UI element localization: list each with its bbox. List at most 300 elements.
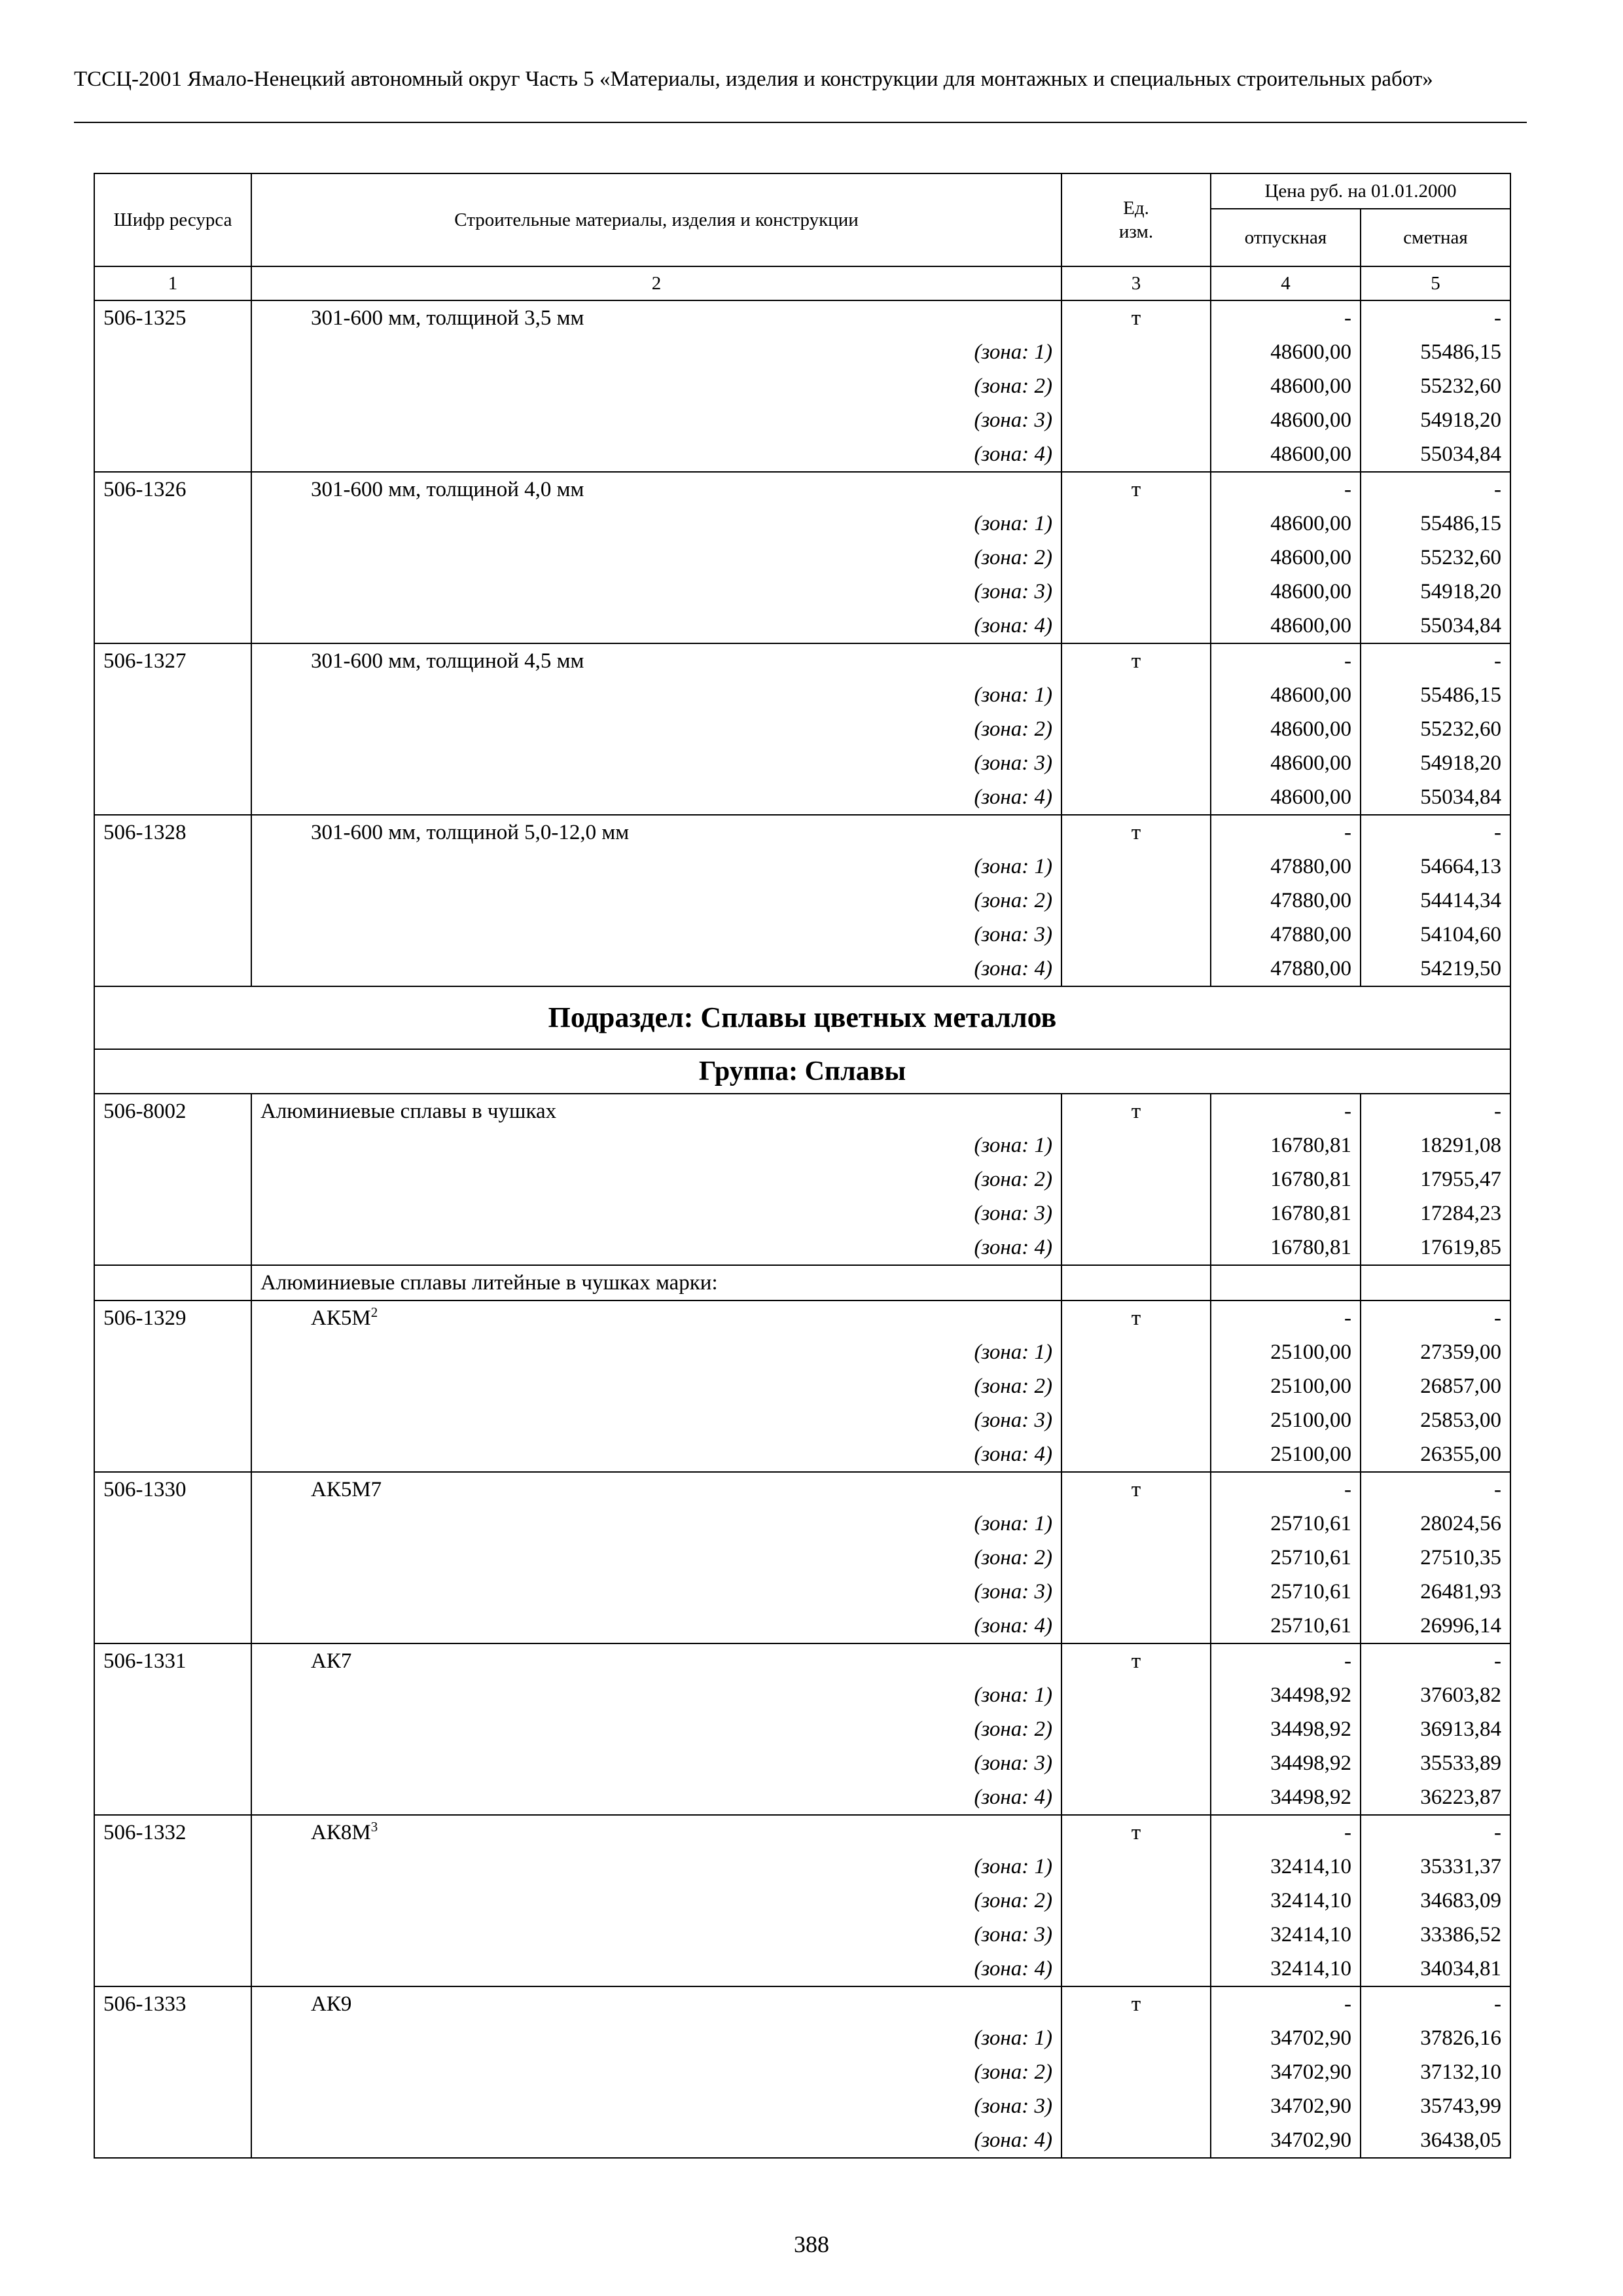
zone-estimate-price: 28024,56 xyxy=(1361,1507,1510,1541)
zone-row xyxy=(94,1403,1510,1437)
release-price: - xyxy=(1211,1643,1361,1678)
unit-empty xyxy=(1061,1678,1211,1712)
material-name-text: 301-600 мм, толщиной 4,0 мм xyxy=(311,478,584,501)
unit-of-measure: т xyxy=(1061,1643,1211,1678)
resource-code-empty xyxy=(94,1162,251,1196)
resource-code-empty xyxy=(94,1335,251,1369)
unit-empty xyxy=(1061,2123,1211,2158)
zone-estimate-price: 55486,15 xyxy=(1361,335,1510,369)
zone-label: (зона: 3) xyxy=(251,746,1061,780)
release-price: - xyxy=(1211,1986,1361,2021)
zone-row xyxy=(94,2089,1510,2123)
zone-row xyxy=(94,746,1510,780)
zone-release-price: 48600,00 xyxy=(1211,403,1361,437)
zone-release-price: 16780,81 xyxy=(1211,1230,1361,1265)
resource-code-empty xyxy=(94,335,251,369)
table-row xyxy=(94,643,1510,678)
resource-code-empty xyxy=(94,1403,251,1437)
column-header-release-price: отпускная xyxy=(1211,209,1361,266)
zone-estimate-price: 54918,20 xyxy=(1361,403,1510,437)
resource-code-empty xyxy=(94,609,251,643)
resource-code-empty xyxy=(94,1609,251,1643)
resource-code: 506-1327 xyxy=(94,643,251,678)
zone-estimate-price: 54104,60 xyxy=(1361,918,1510,952)
zone-estimate-price: 27510,35 xyxy=(1361,1541,1510,1575)
zone-estimate-price: 55232,60 xyxy=(1361,369,1510,403)
resource-code-empty xyxy=(94,1746,251,1780)
zone-release-price: 16780,81 xyxy=(1211,1162,1361,1196)
resource-code-empty xyxy=(94,437,251,472)
zone-row xyxy=(94,1746,1510,1780)
material-name xyxy=(251,643,1061,678)
zone-release-price: 34702,90 xyxy=(1211,2055,1361,2089)
unit-of-measure: т xyxy=(1061,1815,1211,1850)
unit-empty xyxy=(1061,1712,1211,1746)
zone-label: (зона: 2) xyxy=(251,712,1061,746)
material-name-text: 301-600 мм, толщиной 4,5 мм xyxy=(311,649,584,673)
zone-row xyxy=(94,507,1510,541)
zone-release-price: 34498,92 xyxy=(1211,1780,1361,1815)
resource-code-empty xyxy=(94,1850,251,1884)
estimate-price: - xyxy=(1361,815,1510,850)
unit-empty xyxy=(1061,1196,1211,1230)
zone-label: (зона: 3) xyxy=(251,918,1061,952)
material-name xyxy=(251,1300,1061,1335)
release-price: - xyxy=(1211,1094,1361,1128)
zone-estimate-price: 26857,00 xyxy=(1361,1369,1510,1403)
zone-row xyxy=(94,1884,1510,1918)
price-table xyxy=(94,173,1511,2159)
zone-row xyxy=(94,1780,1510,1815)
unit-empty xyxy=(1061,1575,1211,1609)
table-row xyxy=(94,1094,1510,1128)
zone-label: (зона: 3) xyxy=(251,1746,1061,1780)
column-header-name: Строительные материалы, изделия и конструкции xyxy=(251,173,1061,266)
material-name-text: АК7 xyxy=(311,1649,352,1673)
zone-estimate-price: 17284,23 xyxy=(1361,1196,1510,1230)
resource-code-empty xyxy=(94,1678,251,1712)
zone-label: (зона: 2) xyxy=(251,884,1061,918)
zone-estimate-price: 54219,50 xyxy=(1361,952,1510,986)
column-number-5: 5 xyxy=(1361,266,1510,300)
zone-row xyxy=(94,2123,1510,2158)
release-price: - xyxy=(1211,1472,1361,1507)
column-number-1: 1 xyxy=(94,266,251,300)
unit-empty xyxy=(1061,1369,1211,1403)
zone-release-price: 34498,92 xyxy=(1211,1712,1361,1746)
resource-code-empty xyxy=(94,1884,251,1918)
resource-code-empty xyxy=(94,575,251,609)
zone-row xyxy=(94,369,1510,403)
resource-code-empty xyxy=(94,2123,251,2158)
unit-empty xyxy=(1061,1335,1211,1369)
resource-code-empty xyxy=(94,1712,251,1746)
subsection-row xyxy=(94,986,1510,1049)
release-price: - xyxy=(1211,472,1361,507)
zone-row xyxy=(94,952,1510,986)
material-name xyxy=(251,1643,1061,1678)
unit-empty xyxy=(1061,2021,1211,2055)
zone-label: (зона: 4) xyxy=(251,1952,1061,1986)
zone-row xyxy=(94,1918,1510,1952)
zone-row xyxy=(94,575,1510,609)
zone-label: (зона: 2) xyxy=(251,541,1061,575)
resource-code-empty xyxy=(94,1541,251,1575)
unit-empty xyxy=(1061,1230,1211,1265)
zone-label: (зона: 3) xyxy=(251,1918,1061,1952)
group-row xyxy=(94,1049,1510,1094)
table-row xyxy=(94,1300,1510,1335)
column-header-estimate-price: сметная xyxy=(1361,209,1510,266)
zone-label: (зона: 4) xyxy=(251,1609,1061,1643)
unit-of-measure: т xyxy=(1061,643,1211,678)
unit-empty xyxy=(1061,1780,1211,1815)
column-header-price-group: Цена руб. на 01.01.2000 xyxy=(1211,173,1510,209)
resource-code-empty xyxy=(94,1196,251,1230)
zone-label: (зона: 3) xyxy=(251,1196,1061,1230)
zone-label: (зона: 2) xyxy=(251,2055,1061,2089)
material-name xyxy=(251,1986,1061,2021)
unit-of-measure: т xyxy=(1061,1472,1211,1507)
zone-release-price: 48600,00 xyxy=(1211,541,1361,575)
unit-empty xyxy=(1061,437,1211,472)
table-row xyxy=(94,300,1510,335)
column-number-2: 2 xyxy=(251,266,1061,300)
zone-release-price: 48600,00 xyxy=(1211,678,1361,712)
zone-row xyxy=(94,1128,1510,1162)
unit-empty xyxy=(1061,2055,1211,2089)
zone-release-price: 34498,92 xyxy=(1211,1678,1361,1712)
unit-empty xyxy=(1061,403,1211,437)
column-header-unit: Ед. изм. xyxy=(1061,173,1211,266)
zone-estimate-price: 25853,00 xyxy=(1361,1403,1510,1437)
resource-code: 506-1328 xyxy=(94,815,251,850)
unit-empty xyxy=(1061,507,1211,541)
table-row xyxy=(94,1986,1510,2021)
resource-code-empty xyxy=(94,1437,251,1472)
resource-code-empty xyxy=(94,369,251,403)
resource-code-empty xyxy=(94,1918,251,1952)
zone-estimate-price: 17955,47 xyxy=(1361,1162,1510,1196)
zone-label: (зона: 4) xyxy=(251,780,1061,815)
zone-row xyxy=(94,1162,1510,1196)
resource-code-empty xyxy=(94,952,251,986)
resource-code-empty xyxy=(94,678,251,712)
unit-empty xyxy=(1061,746,1211,780)
resource-code-empty xyxy=(94,780,251,815)
zone-release-price: 25100,00 xyxy=(1211,1369,1361,1403)
estimate-price: - xyxy=(1361,1986,1510,2021)
resource-code: 506-1326 xyxy=(94,472,251,507)
zone-estimate-price: 37826,16 xyxy=(1361,2021,1510,2055)
zone-release-price: 48600,00 xyxy=(1211,335,1361,369)
zone-release-price: 48600,00 xyxy=(1211,609,1361,643)
zone-label: (зона: 1) xyxy=(251,1678,1061,1712)
table-row xyxy=(94,1815,1510,1850)
column-header-code: Шифр ресурса xyxy=(94,173,251,266)
group-title: Группа: Сплавы xyxy=(94,1049,1510,1094)
resource-code-empty xyxy=(94,1265,251,1300)
resource-code: 506-1332 xyxy=(94,1815,251,1850)
unit-empty xyxy=(1061,541,1211,575)
material-name xyxy=(251,815,1061,850)
zone-estimate-price: 34683,09 xyxy=(1361,1884,1510,1918)
zone-row xyxy=(94,850,1510,884)
unit-of-measure: т xyxy=(1061,815,1211,850)
zone-row xyxy=(94,2055,1510,2089)
zone-estimate-price: 55034,84 xyxy=(1361,780,1510,815)
zone-row xyxy=(94,1230,1510,1265)
resource-code-empty xyxy=(94,1952,251,1986)
unit-empty xyxy=(1061,369,1211,403)
zone-estimate-price: 37132,10 xyxy=(1361,2055,1510,2089)
resource-code-empty xyxy=(94,2055,251,2089)
zone-estimate-price: 26355,00 xyxy=(1361,1437,1510,1472)
material-name-text: АК9 xyxy=(311,1992,352,2016)
resource-code: 506-8002 xyxy=(94,1094,251,1128)
zone-estimate-price: 55034,84 xyxy=(1361,609,1510,643)
zone-estimate-price: 35743,99 xyxy=(1361,2089,1510,2123)
zone-release-price: 48600,00 xyxy=(1211,369,1361,403)
zone-release-price: 48600,00 xyxy=(1211,575,1361,609)
resource-code-empty xyxy=(94,712,251,746)
resource-code: 506-1329 xyxy=(94,1300,251,1335)
zone-label: (зона: 2) xyxy=(251,1162,1061,1196)
material-name xyxy=(251,1472,1061,1507)
zone-label: (зона: 2) xyxy=(251,369,1061,403)
zone-row xyxy=(94,678,1510,712)
zone-estimate-price: 35331,37 xyxy=(1361,1850,1510,1884)
resource-code-empty xyxy=(94,2021,251,2055)
table-row xyxy=(94,1472,1510,1507)
unit-of-measure: т xyxy=(1061,1094,1211,1128)
unit-empty xyxy=(1061,918,1211,952)
unit-empty xyxy=(1061,1541,1211,1575)
zone-release-price: 32414,10 xyxy=(1211,1918,1361,1952)
zone-label: (зона: 1) xyxy=(251,2021,1061,2055)
zone-estimate-price: 55486,15 xyxy=(1361,507,1510,541)
resource-code-empty xyxy=(94,1128,251,1162)
estimate-price: - xyxy=(1361,1300,1510,1335)
unit-empty xyxy=(1061,335,1211,369)
unit-empty xyxy=(1061,575,1211,609)
zone-row xyxy=(94,884,1510,918)
zone-row xyxy=(94,1952,1510,1986)
zone-release-price: 25100,00 xyxy=(1211,1403,1361,1437)
zone-release-price: 34702,90 xyxy=(1211,2021,1361,2055)
material-name-text: Алюминиевые сплавы в чушках xyxy=(260,1100,557,1123)
material-name-text: 301-600 мм, толщиной 3,5 мм xyxy=(311,306,584,330)
zone-release-price: 16780,81 xyxy=(1211,1196,1361,1230)
zone-label: (зона: 2) xyxy=(251,1884,1061,1918)
unit-empty xyxy=(1061,1609,1211,1643)
zone-estimate-price: 36223,87 xyxy=(1361,1780,1510,1815)
zone-row xyxy=(94,1196,1510,1230)
zone-estimate-price: 17619,85 xyxy=(1361,1230,1510,1265)
zone-label: (зона: 1) xyxy=(251,1128,1061,1162)
category-heading: Алюминиевые сплавы литейные в чушках марки: xyxy=(251,1265,1061,1300)
zone-row xyxy=(94,712,1510,746)
unit-empty xyxy=(1061,712,1211,746)
estimate-price: - xyxy=(1361,1472,1510,1507)
resource-code-empty xyxy=(94,884,251,918)
footnote-marker: 3 xyxy=(370,1819,378,1835)
resource-code-empty xyxy=(94,746,251,780)
zone-release-price: 25710,61 xyxy=(1211,1575,1361,1609)
zone-row xyxy=(94,1850,1510,1884)
column-number-3: 3 xyxy=(1061,266,1211,300)
release-price: - xyxy=(1211,300,1361,335)
table-row xyxy=(94,815,1510,850)
zone-estimate-price: 33386,52 xyxy=(1361,1918,1510,1952)
material-name xyxy=(251,300,1061,335)
table-row xyxy=(94,472,1510,507)
resource-code-empty xyxy=(94,403,251,437)
unit-empty xyxy=(1061,1746,1211,1780)
zone-label: (зона: 2) xyxy=(251,1541,1061,1575)
zone-label: (зона: 2) xyxy=(251,1369,1061,1403)
document-header: ТССЦ-2001 Ямало-Ненецкий автономный округ Часть 5 «Материалы, изделия и конструкции для монтажных и специальных строительных работ» xyxy=(74,67,1433,91)
unit-of-measure: т xyxy=(1061,300,1211,335)
material-name-text: АК5М7 xyxy=(311,1478,382,1501)
table-row xyxy=(94,1643,1510,1678)
zone-estimate-price: 26481,93 xyxy=(1361,1575,1510,1609)
material-name xyxy=(251,1815,1061,1850)
unit-empty xyxy=(1061,1952,1211,1986)
zone-estimate-price: 55232,60 xyxy=(1361,712,1510,746)
zone-estimate-price: 55034,84 xyxy=(1361,437,1510,472)
resource-code-empty xyxy=(94,1369,251,1403)
zone-estimate-price: 26996,14 xyxy=(1361,1609,1510,1643)
resource-code-empty xyxy=(94,1780,251,1815)
category-heading-row xyxy=(94,1265,1510,1300)
zone-release-price: 48600,00 xyxy=(1211,746,1361,780)
zone-release-price: 48600,00 xyxy=(1211,712,1361,746)
zone-release-price: 34498,92 xyxy=(1211,1746,1361,1780)
unit-empty xyxy=(1061,1403,1211,1437)
unit-of-measure: т xyxy=(1061,1300,1211,1335)
zone-release-price: 25710,61 xyxy=(1211,1541,1361,1575)
estimate-price: - xyxy=(1361,643,1510,678)
resource-code: 506-1331 xyxy=(94,1643,251,1678)
resource-code-empty xyxy=(94,507,251,541)
zone-estimate-price: 27359,00 xyxy=(1361,1335,1510,1369)
zone-label: (зона: 1) xyxy=(251,1335,1061,1369)
estimate-price: - xyxy=(1361,1815,1510,1850)
unit-empty xyxy=(1061,1918,1211,1952)
resource-code-empty xyxy=(94,1507,251,1541)
resource-code: 506-1333 xyxy=(94,1986,251,2021)
zone-label: (зона: 4) xyxy=(251,437,1061,472)
zone-label: (зона: 1) xyxy=(251,1850,1061,1884)
unit-empty xyxy=(1061,1128,1211,1162)
unit-empty xyxy=(1061,952,1211,986)
zone-label: (зона: 4) xyxy=(251,1437,1061,1472)
zone-row xyxy=(94,1678,1510,1712)
zone-estimate-price: 18291,08 xyxy=(1361,1128,1510,1162)
material-name xyxy=(251,472,1061,507)
unit-empty xyxy=(1061,2089,1211,2123)
zone-label: (зона: 3) xyxy=(251,575,1061,609)
zone-estimate-price: 36913,84 xyxy=(1361,1712,1510,1746)
zone-release-price: 47880,00 xyxy=(1211,918,1361,952)
zone-label: (зона: 4) xyxy=(251,952,1061,986)
zone-release-price: 32414,10 xyxy=(1211,1884,1361,1918)
resource-code-empty xyxy=(94,1575,251,1609)
zone-label: (зона: 1) xyxy=(251,507,1061,541)
zone-label: (зона: 4) xyxy=(251,2123,1061,2158)
zone-row xyxy=(94,609,1510,643)
zone-row xyxy=(94,403,1510,437)
unit-empty xyxy=(1061,780,1211,815)
subsection-title: Подраздел: Сплавы цветных металлов xyxy=(94,986,1510,1049)
unit-empty xyxy=(1061,1507,1211,1541)
release-price: - xyxy=(1211,815,1361,850)
material-name xyxy=(251,1094,1061,1128)
zone-release-price: 25100,00 xyxy=(1211,1335,1361,1369)
release-price: - xyxy=(1211,643,1361,678)
zone-label: (зона: 4) xyxy=(251,1780,1061,1815)
zone-row xyxy=(94,1712,1510,1746)
material-name-text: АК8М xyxy=(311,1821,371,1844)
resource-code: 506-1325 xyxy=(94,300,251,335)
zone-estimate-price: 37603,82 xyxy=(1361,1678,1510,1712)
zone-estimate-price: 55232,60 xyxy=(1361,541,1510,575)
zone-row xyxy=(94,437,1510,472)
zone-estimate-price: 54664,13 xyxy=(1361,850,1510,884)
zone-label: (зона: 4) xyxy=(251,609,1061,643)
zone-row xyxy=(94,1437,1510,1472)
resource-code-empty xyxy=(94,850,251,884)
unit-empty xyxy=(1061,1437,1211,1472)
zone-label: (зона: 4) xyxy=(251,1230,1061,1265)
zone-label: (зона: 3) xyxy=(251,1403,1061,1437)
zone-row xyxy=(94,1335,1510,1369)
zone-row xyxy=(94,780,1510,815)
header-divider xyxy=(74,122,1527,123)
release-empty xyxy=(1211,1265,1361,1300)
zone-label: (зона: 1) xyxy=(251,678,1061,712)
unit-empty xyxy=(1061,884,1211,918)
zone-release-price: 25710,61 xyxy=(1211,1609,1361,1643)
zone-row xyxy=(94,1609,1510,1643)
zone-release-price: 48600,00 xyxy=(1211,507,1361,541)
unit-empty xyxy=(1061,1265,1211,1300)
zone-estimate-price: 54918,20 xyxy=(1361,746,1510,780)
resource-code-empty xyxy=(94,2089,251,2123)
zone-release-price: 47880,00 xyxy=(1211,952,1361,986)
unit-empty xyxy=(1061,609,1211,643)
unit-of-measure: т xyxy=(1061,472,1211,507)
zone-row xyxy=(94,918,1510,952)
price-table-container xyxy=(94,173,1510,2159)
zone-estimate-price: 54414,34 xyxy=(1361,884,1510,918)
zone-label: (зона: 3) xyxy=(251,2089,1061,2123)
zone-release-price: 32414,10 xyxy=(1211,1952,1361,1986)
unit-empty xyxy=(1061,1162,1211,1196)
estimate-price: - xyxy=(1361,1094,1510,1128)
unit-of-measure: т xyxy=(1061,1986,1211,2021)
unit-empty xyxy=(1061,1884,1211,1918)
estimate-price: - xyxy=(1361,472,1510,507)
zone-release-price: 25710,61 xyxy=(1211,1507,1361,1541)
material-name-text: АК5М xyxy=(311,1306,371,1330)
unit-empty xyxy=(1061,850,1211,884)
column-number-4: 4 xyxy=(1211,266,1361,300)
unit-empty xyxy=(1061,1850,1211,1884)
zone-label: (зона: 3) xyxy=(251,1575,1061,1609)
zone-label: (зона: 2) xyxy=(251,1712,1061,1746)
